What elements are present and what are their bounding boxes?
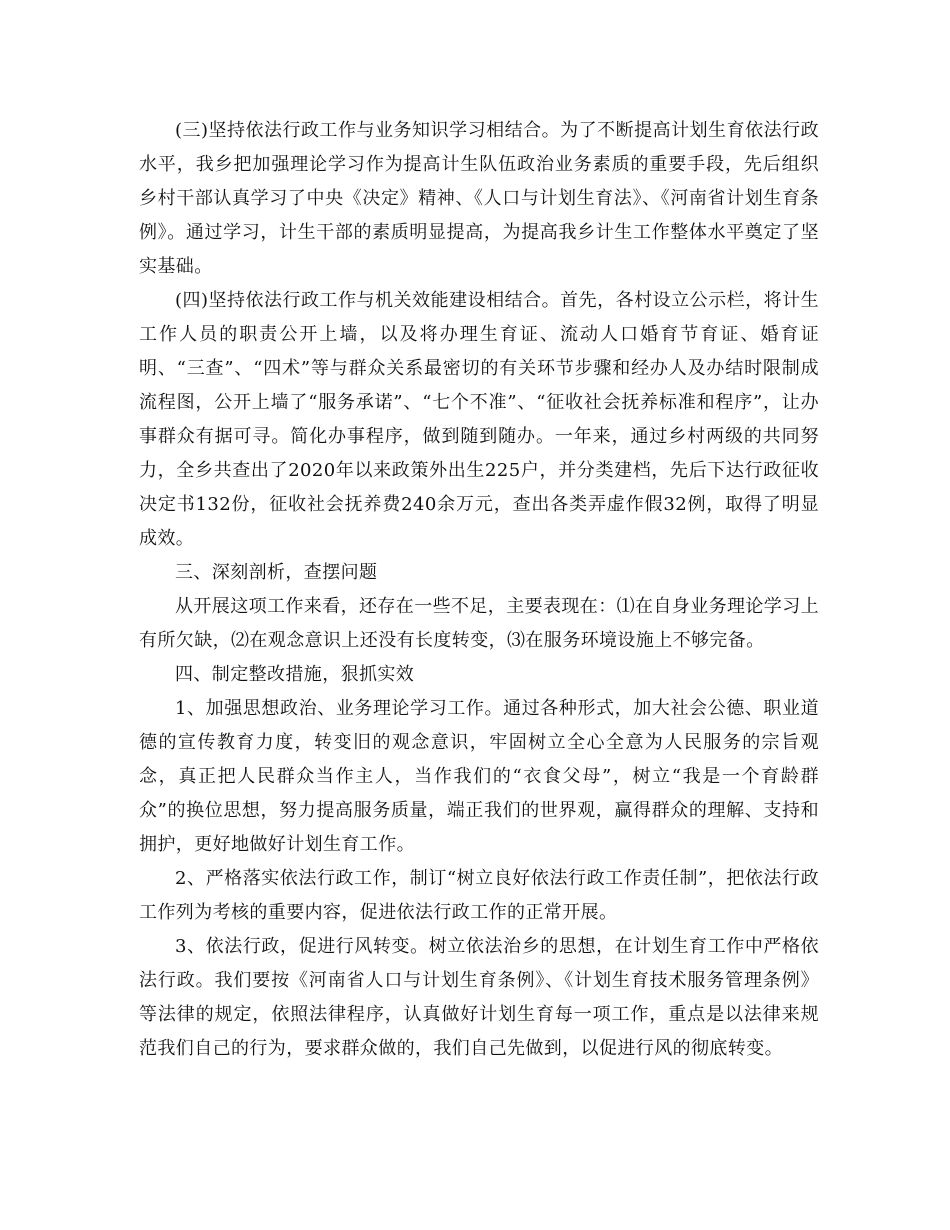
paragraph-3: 从开展这项工作来看，还存在一些不足，主要表现在：⑴在自身业务理论学习上有所欠缺，⑵在观念意识上还没有长度转变，⑶在服务环境设施上不够完备。 (139, 596, 819, 651)
paragraph-4: 1、加强思想政治、业务理论学习工作。通过各种形式，加大社会公德、职业道德的宣传教育力度，转变旧的观念意识，牢固树立全心全意为人民服务的宗旨观念，真正把人民群众当作主人，当作我们的“衣食父母”，树立“我是一个育龄群众”的换位思想，努力提高服务质量，端正我们的世界观，赢得群众的理解、支持和拥护，更好地做好计划生育工作。 (139, 698, 819, 855)
paragraph-6: 3、依法行政，促进行风转变。树立依法治乡的思想，在计划生育工作中严格依法行政。我们要按《河南省人口与计划生育条例》、《计划生育技术服务管理条例》等法律的规定，依照法律程序，认真做好计划生育每一项工作，重点是以法律来规范我们自己的行为，要求群众做的，我们自己先做到，以促进行风的彻底转变。 (139, 936, 819, 1059)
document-body (139, 114, 819, 1066)
section-heading-3: 三、深刻剖析，查摆问题 (175, 562, 378, 583)
paragraph-1: (三)坚持依法行政工作与业务知识学习相结合。为了不断提高计划生育依法行政水平，我乡把加强理论学习作为提高计生队伍政治业务素质的重要手段，先后组织乡村干部认真学习了中央《决定》精神、《人口与计划生育法》、《河南省计划生育条例》。通过学习，计生干部的素质明显提高，为提高我乡计生工作整体水平奠定了坚实基础。 (139, 120, 819, 277)
section-heading-4: 四、制定整改措施，狠抓实效 (175, 664, 415, 685)
paragraph-5: 2、严格落实依法行政工作，制订“树立良好依法行政工作责任制”，把依法行政工作列为考核的重要内容，促进依法行政工作的正常开展。 (139, 868, 819, 923)
paragraph-2: (四)坚持依法行政工作与机关效能建设相结合。首先，各村设立公示栏，将计生工作人员的职责公开上墙，以及将办理生育证、流动人口婚育节育证、婚育证明、“三查”、“四术”等与群众关系最密切的有关环节步骤和经办人及办结时限制成流程图，公开上墙了“服务承诺”、“七个不准”、“征收社会抚养标准和程序”，让办事群众有据可寻。简化办事程序，做到随到随办。一年来，通过乡村两级的共同努力，全乡共查出了2020年以来政策外出生225户，并分类建档，先后下达行政征收决定书132份，征收社会抚养费240余万元，查出各类弄虚作假32例，取得了明显成效。 (139, 290, 819, 549)
